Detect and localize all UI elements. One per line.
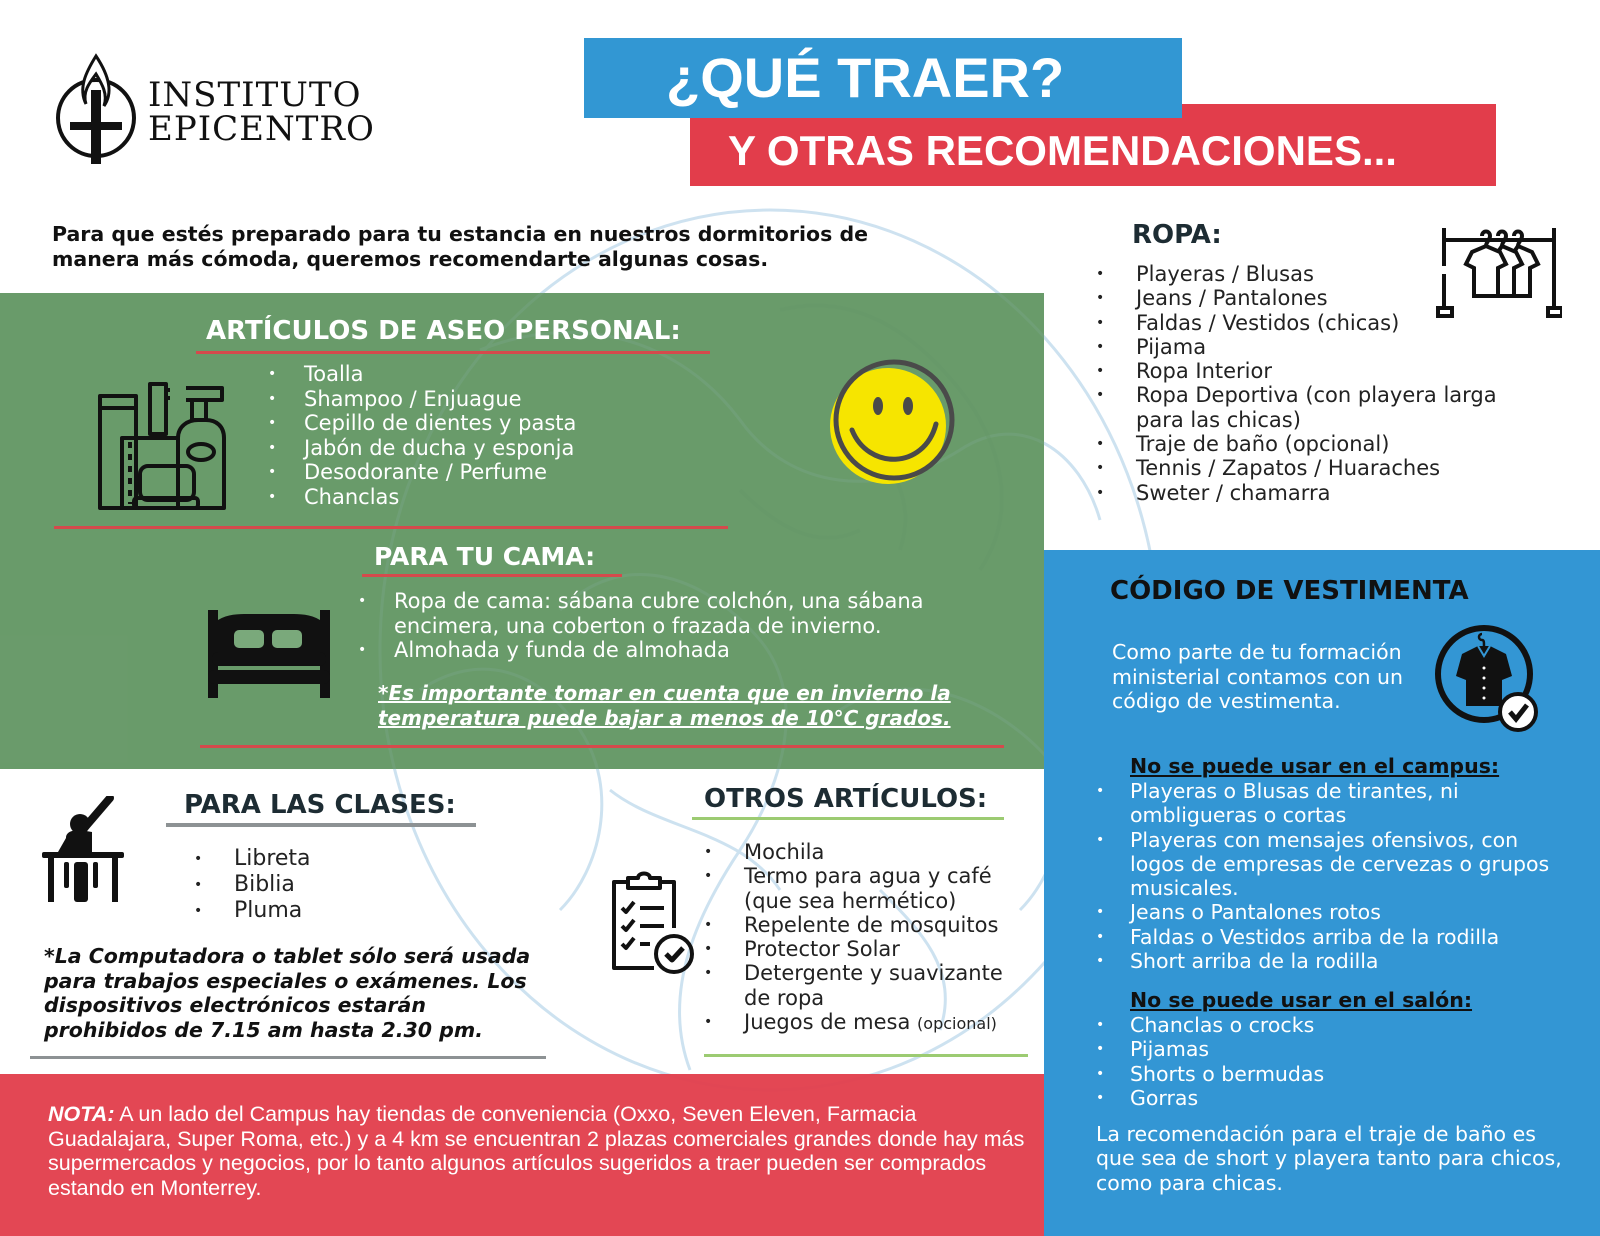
list-item: • Chanclas o crocks xyxy=(1096,1013,1556,1037)
list-item: • Short arriba de la rodilla xyxy=(1096,949,1556,973)
dress-code-intro: Como parte de tu formación ministerial contamos con un código de vestimenta. xyxy=(1112,640,1404,713)
aseo-list xyxy=(268,362,576,509)
list-item: • Shorts o bermudas xyxy=(1096,1062,1556,1086)
student-desk-icon xyxy=(40,796,126,906)
list-item: • Pijamas xyxy=(1096,1037,1556,1061)
shirt-check-icon xyxy=(1432,624,1542,734)
smiley-face-icon xyxy=(828,358,958,488)
list-item: • Libreta xyxy=(194,846,311,872)
clases-title-underline xyxy=(166,823,476,827)
list-item xyxy=(704,1010,1024,1036)
list-item: • Jeans o Pantalones rotos xyxy=(1096,900,1556,924)
note-text xyxy=(48,1102,1028,1200)
bed-icon xyxy=(208,610,330,698)
list-item: • Termo para agua y café (que sea hermético) xyxy=(704,864,1024,913)
otros-title-underline xyxy=(692,817,1004,820)
list-item: • Traje de baño (opcional) xyxy=(1096,432,1536,456)
clases-note: *La Computadora o tablet sólo será usada para trabajos especiales o exámenes. Los dispositivos electrónicos estarán prohibidos de 7.15 am hasta 2.30 pm. xyxy=(44,944,531,1042)
list-item: • Protector Solar xyxy=(704,937,1024,961)
toiletries-icon xyxy=(96,382,228,512)
list-item: • Playeras con mensajes ofensivos, con logos de empresas de cervezas o grupos musicales. xyxy=(1096,828,1556,901)
dress-code-title: CÓDIGO DE VESTIMENTA xyxy=(1110,576,1469,606)
cama-title: PARA TU CAMA: xyxy=(374,542,596,571)
subtitle-banner: Y OTRAS RECOMENDACIONES... xyxy=(690,104,1496,186)
list-item: • Ropa de cama: sábana cubre colchón, una sábana encimera, una coberton o frazada de invierno. xyxy=(358,589,978,638)
note-label: NOTA: xyxy=(48,1102,115,1126)
list-item: • Repelente de mosquitos xyxy=(704,913,1024,937)
list-item: • Faldas o Vestidos arriba de la rodilla xyxy=(1096,925,1556,949)
classroom-restrictions-list xyxy=(1096,1013,1556,1110)
institute-logo xyxy=(52,52,392,172)
list-item: • Toalla xyxy=(268,362,576,387)
list-item: • Playeras / Blusas xyxy=(1096,262,1536,286)
list-item: • Pijama xyxy=(1096,335,1536,359)
cama-title-underline xyxy=(362,574,622,577)
list-item-text: Juegos de mesa xyxy=(744,1010,911,1035)
list-item: • Chanclas xyxy=(268,485,576,510)
list-item: • Ropa Interior xyxy=(1096,359,1536,383)
cama-list xyxy=(358,589,978,663)
list-item: • Biblia xyxy=(194,872,311,898)
clases-title: PARA LAS CLASES: xyxy=(184,790,456,820)
ropa-list xyxy=(1096,262,1536,505)
campus-restrictions-title: No se puede usar en el campus: xyxy=(1130,754,1500,778)
aseo-title: ARTÍCULOS DE ASEO PERSONAL: xyxy=(206,316,681,346)
classroom-restrictions-title: No se puede usar en el salón: xyxy=(1130,988,1473,1012)
aseo-divider xyxy=(54,526,728,529)
clases-list xyxy=(194,846,311,924)
otros-list xyxy=(704,840,1024,1036)
list-item: • Sweter / chamarra xyxy=(1096,481,1536,505)
otros-divider xyxy=(704,1054,1028,1057)
otros-title: OTROS ARTÍCULOS: xyxy=(704,784,988,814)
list-item: • Desodorante / Perfume xyxy=(268,460,576,485)
note-body: A un lado del Campus hay tiendas de conveniencia (Oxxo, Seven Eleven, Farmacia Guadalajara, Super Roma, etc.) y a 4 km se encuentran 2 plazas comerciales grandes donde hay más supermercados y negocios, por lo tanto algunos artículos sugeridos a traer pueden ser comprados estando en Monterrey. xyxy=(48,1102,1025,1200)
cama-note: *Es importante tomar en cuenta que en invierno la temperatura puede bajar a menos de 10°C grados. xyxy=(378,681,951,730)
clases-divider xyxy=(30,1056,546,1059)
list-item: • Pluma xyxy=(194,898,311,924)
list-item: • Gorras xyxy=(1096,1086,1556,1110)
list-item: • Faldas / Vestidos (chicas) xyxy=(1096,311,1536,335)
swimsuit-recommendation: La recomendación para el traje de baño es que sea de short y playera tanto para chicos, como para chicas. xyxy=(1096,1122,1562,1195)
flame-sword-icon xyxy=(52,52,142,168)
logo-line-1: INSTITUTO xyxy=(148,75,362,115)
list-item: • Almohada y funda de almohada xyxy=(358,638,978,663)
optional-label: (opcional) xyxy=(917,1014,997,1034)
cama-divider xyxy=(200,745,1004,748)
title-banner: ¿QUÉ TRAER? xyxy=(584,38,1182,118)
aseo-title-underline xyxy=(196,351,710,354)
checklist-icon xyxy=(608,870,698,976)
list-item: • Jeans / Pantalones xyxy=(1096,286,1536,310)
list-item: • Cepillo de dientes y pasta xyxy=(268,411,576,436)
logo-line-2: EPICENTRO xyxy=(148,109,375,149)
list-item: • Jabón de ducha y esponja xyxy=(268,436,576,461)
list-item: • Detergente y suavizante de ropa xyxy=(704,961,1024,1010)
list-item: • Playeras o Blusas de tirantes, ni ombligueras o cortas xyxy=(1096,779,1556,828)
list-item: • Tennis / Zapatos / Huaraches xyxy=(1096,456,1536,480)
campus-restrictions-list xyxy=(1096,779,1556,973)
list-item: • Ropa Deportiva (con playera larga para las chicas) xyxy=(1096,383,1536,432)
list-item: • Shampoo / Enjuague xyxy=(268,387,576,412)
list-item: • Mochila xyxy=(704,840,1024,864)
ropa-title: ROPA: xyxy=(1132,220,1222,250)
intro-text: Para que estés preparado para tu estancia en nuestros dormitorios de manera más cómoda, queremos recomendarte algunas cosas. xyxy=(52,222,869,271)
